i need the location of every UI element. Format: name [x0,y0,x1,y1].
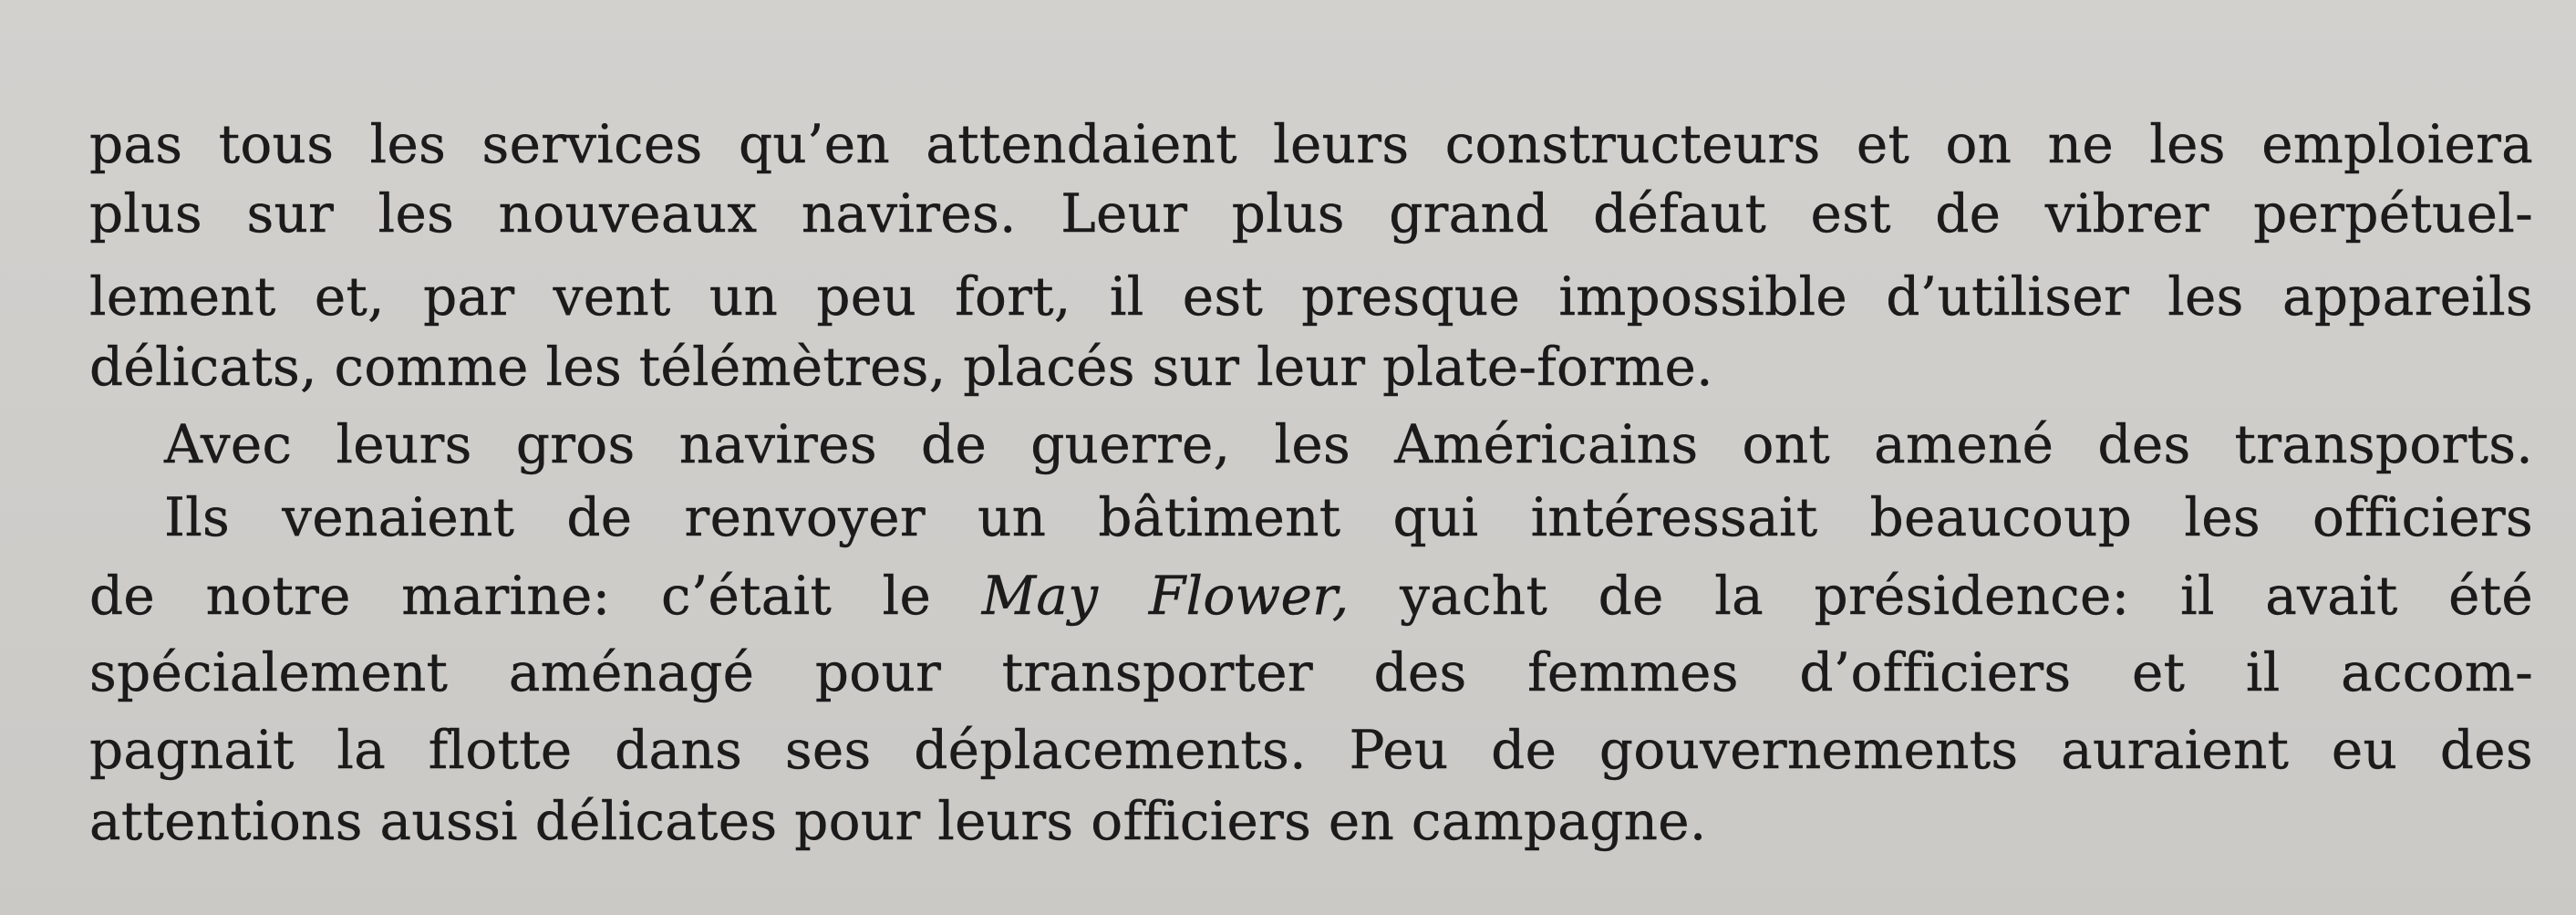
text-line: pagnait la flotte dans ses déplacements. Peu de gouvernements auraient eu des [89,719,2533,781]
text-line: attentions aussi délicates pour leurs officiers en campagne. [89,790,1707,852]
text-line: lement et, par vent un peu fort, il est presque impossible d’utiliser les appareils [89,265,2533,328]
text-line: délicats, comme les télémètres, placés sur leur plate-forme. [89,336,1713,398]
text-line: plus sur les nouveaux navires. Leur plus grand défaut est de vibrer perpétuel- [89,182,2533,244]
text-line: Ils venaient de renvoyer un bâtiment qui intéressait beaucoup les officiers [164,486,2533,548]
text-line: pas tous les services qu’en attendaient leurs constructeurs et on ne les emploiera [89,113,2533,175]
text-segment: yacht de la présidence: il avait été [1349,565,2533,627]
italic-ship-name: May Flower, [981,565,1350,627]
text-segment: de notre marine: c’était le [89,565,982,627]
text-line: spécialement aménagé pour transporter des femmes d’officiers et il accom- [89,641,2533,703]
text-line [89,559,2533,632]
text-line: Avec leurs gros navires de guerre, les Américains ont amené des transports. [164,413,2533,475]
